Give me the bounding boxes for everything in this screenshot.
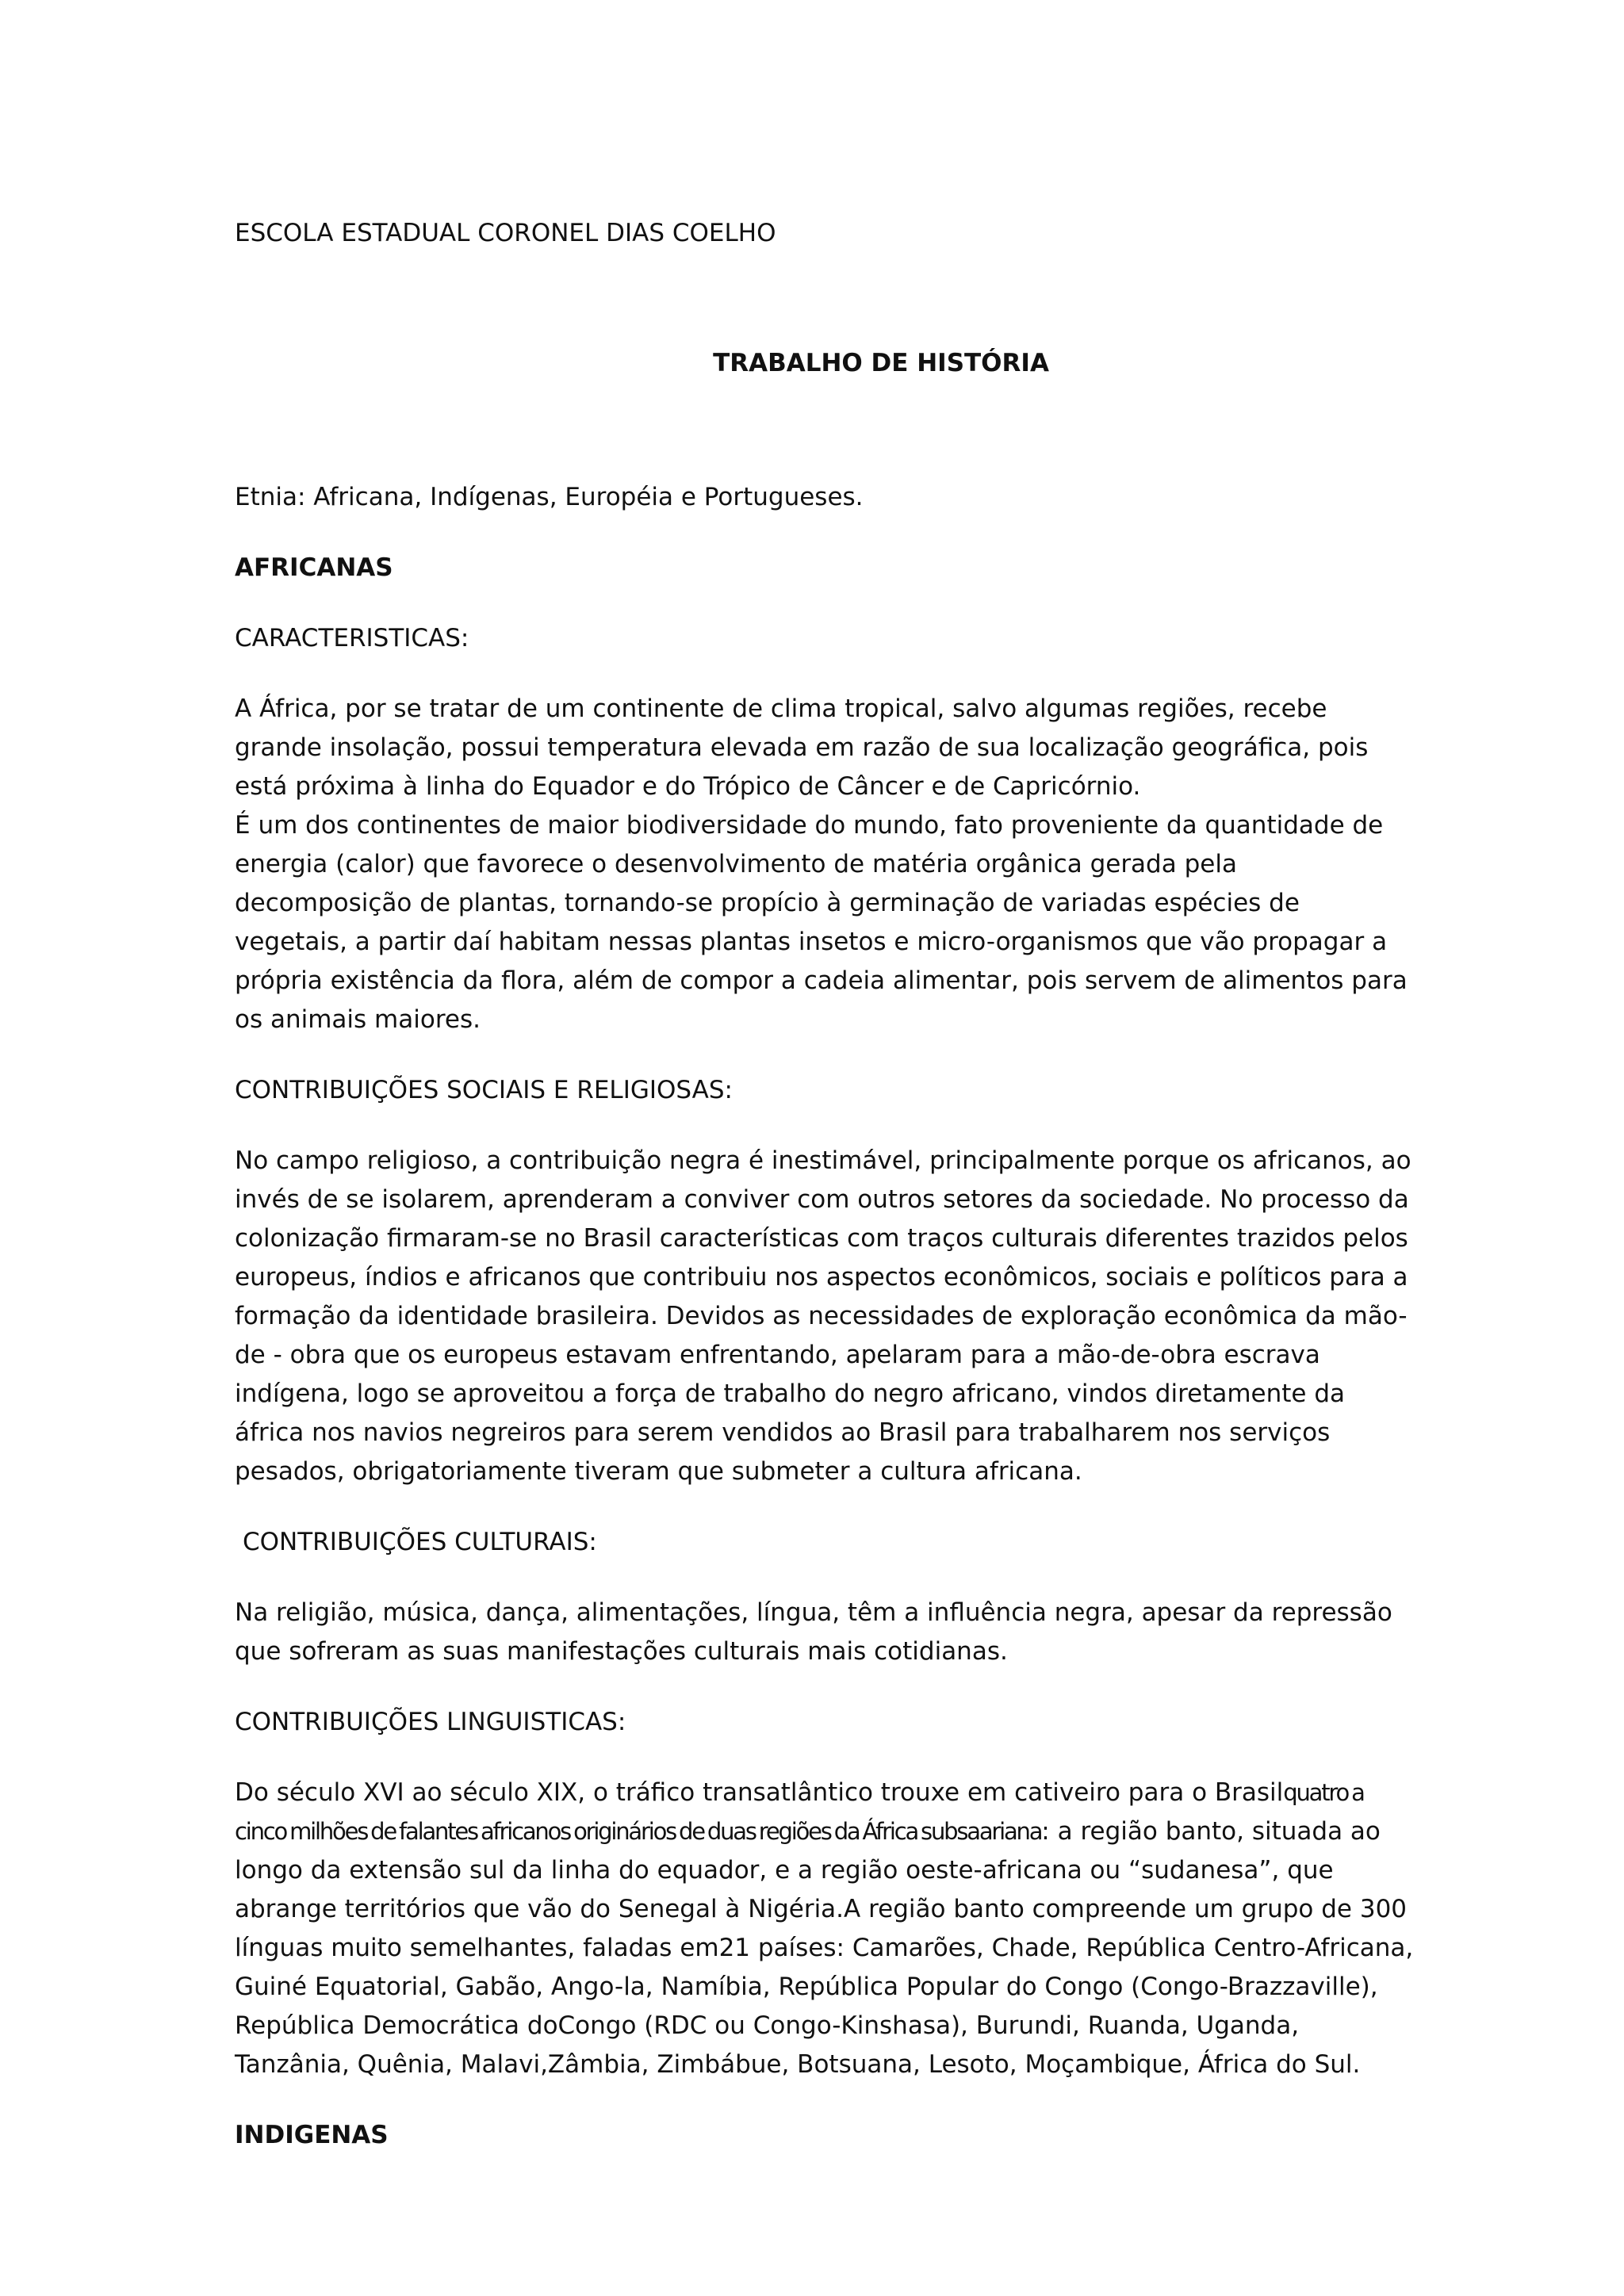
heading-contribuicoes-sociais: CONTRIBUIÇÕES SOCIAIS E RELIGIOSAS:	[235, 1076, 733, 1104]
heading-contribuicoes-culturais: CONTRIBUIÇÕES CULTURAIS:	[243, 1528, 597, 1556]
paragraph-caracteristicas-1: A África, por se tratar de um continente de clima tropical, salvo algumas regiões, recebe grande insolação, possui temperatura elevada em razão de sua localização geográfica, pois está próxima à linha do Equador e do Trópico de Câncer e de Capricórnio.	[235, 695, 1369, 801]
paragraph-caracteristicas-2: É um dos continentes de maior biodiversidade do mundo, fato proveniente da quantidade de energia (calor) que favorece o desenvolvimento de matéria orgânica gerada pela decomposição de plantas, tornando-se propício à germinação de variadas espécies de vegetais, a partir daí habitam nessas plantas insetos e micro-organismos que vão propagar a própria existência da flora, além de compor a cadeia alimentar, pois servem de alimentos para os animais maiores.	[235, 811, 1408, 1034]
linguisticas-text-condensed: quatro a cinco milhões de falantes africanos originários de duas regiões da África subsaariana	[235, 1779, 1364, 1845]
paragraph-contribuicoes-sociais: No campo religioso, a contribuição negra é inestimável, principalmente porque os africanos, ao invés de se isolarem, aprenderam a conviver com outros setores da sociedade. No processo da colonização firmaram-se no Brasil características com traços culturais diferentes trazidos pelos europeus, índios e africanos que contribuiu nos aspectos econômicos, sociais e políticos para a formação da identidade brasileira. Devidos as necessidades de exploração econômica da mão- de - obra que os europeus estavam enfrentando, apelaram para a mão-de-obra escrava indígena, logo se aproveitou a força de trabalho do negro africano, vindos diretamente da áfrica nos navios negreiros para serem vendidos ao Brasil para trabalharem nos serviços pesados, obrigatoriamente tiveram que submeter a cultura africana.	[235, 1146, 1411, 1486]
school-name: ESCOLA ESTADUAL CORONEL DIAS COELHO	[235, 219, 776, 247]
document-title: TRABALHO DE HISTÓRIA	[713, 349, 1049, 377]
paragraph-contribuicoes-culturais: Na religião, música, dança, alimentações, língua, têm a influência negra, apesar da repressão que sofreram as suas manifestações culturais mais cotidianas.	[235, 1598, 1392, 1666]
document-body	[235, 214, 1416, 2155]
linguisticas-text-part1: Do século XVI ao século XIX, o tráfico transatlântico trouxe em cativeiro para o Brasil	[235, 1778, 1284, 1807]
paragraph-contribuicoes-linguisticas	[235, 1774, 1416, 2084]
etnia-line: Etnia: Africana, Indígenas, Européia e Portugueses.	[235, 483, 864, 511]
linguisticas-text-part2: : a região banto, situada ao longo da extensão sul da linha do equador, e a região oeste-africana ou “sudanesa”, que abrange territórios que vão do Senegal à Nigéria.A região banto compreende um grupo de 300 línguas muito semelhantes, faladas em21 países: Camarões, Chade, República Centro-Africana, Guiné Equatorial, Gabão, Ango-la, Namíbia, República Popular do Congo (Congo-Brazzaville), República Democrática doCongo (RDC ou Congo-Kinshasa), Burundi, Ruanda, Uganda, Tanzânia, Quênia, Malavi,Zâmbia, Zimbábue, Botsuana, Lesoto, Moçambique, África do Sul.	[235, 1817, 1414, 2079]
heading-contribuicoes-linguisticas: CONTRIBUIÇÕES LINGUISTICAS:	[235, 1708, 626, 1736]
heading-caracteristicas: CARACTERISTICAS:	[235, 624, 469, 652]
heading-africanas: AFRICANAS	[235, 553, 393, 582]
heading-indigenas: INDIGENAS	[235, 2121, 389, 2149]
